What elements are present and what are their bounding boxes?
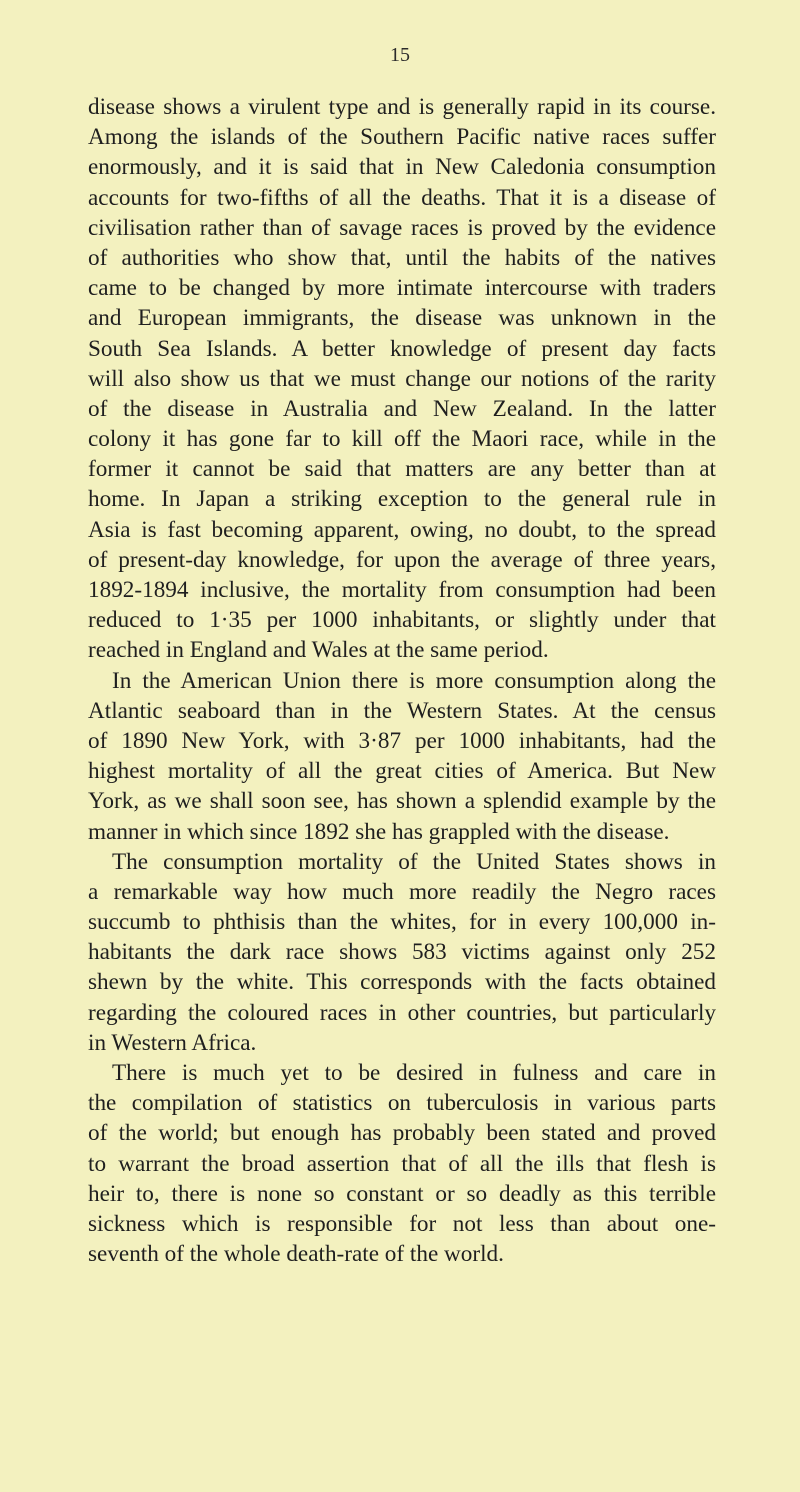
text-line: former it cannot be said that matters are any better than at <box>88 456 716 483</box>
text-line: of 1890 New York, with 3·87 per 1000 inhabitants, had the <box>88 727 716 754</box>
text-line: seventh of the whole death-rate of the world. <box>88 1241 504 1268</box>
text-line: 1892-1894 inclusive, the mortality from consumption had been <box>88 577 716 603</box>
body-text <box>88 92 716 1269</box>
text-line: civilisation rather than of savage races is proved by the evidence <box>88 214 716 241</box>
text-line: reduced to 1·35 per 1000 inhabitants, or slightly under that <box>88 607 716 634</box>
page-number: 15 <box>390 44 410 66</box>
text-line: of the disease in Australia and New Zealand. In the latter <box>88 395 716 422</box>
text-line: The consumption mortality of the United States shows in <box>112 848 716 875</box>
text-line: Atlantic seaboard than in the Western States. At the census <box>88 697 716 724</box>
text-line: of the world; but enough has probably been stated and proved <box>88 1120 716 1147</box>
text-line: South Sea Islands. A better knowledge of present day facts <box>88 335 716 362</box>
text-line: home. In Japan a striking exception to the general rule in <box>88 486 716 513</box>
text-line: heir to, there is none so constant or so deadly as this terrible <box>88 1180 716 1207</box>
text-line: of authorities who show that, until the habits of the natives <box>88 244 716 271</box>
text-line: of present-day knowledge, for upon the average of three years, <box>88 546 716 573</box>
text-line: disease shows a virulent type and is generally rapid in its course. <box>88 94 716 120</box>
text-line: the compilation of statistics on tuberculosis in various parts <box>88 1090 716 1117</box>
text-line: highest mortality of all the great cities of America. But New <box>88 758 716 785</box>
text-line: In the American Union there is more consumption along the <box>112 667 716 694</box>
text-line: There is much yet to be desired in fulness and care in <box>112 1060 716 1086</box>
text-line: and European immigrants, the disease was unknown in the <box>88 305 716 332</box>
text-line: sickness which is responsible for not less than about one- <box>88 1210 716 1237</box>
text-line: in Western Africa. <box>88 1029 257 1056</box>
text-line: enormously, and it is said that in New Caledonia consumption <box>88 154 716 181</box>
text-line: reached in England and Wales at the same period. <box>88 637 549 664</box>
text-line: Among the islands of the Southern Pacific native races suffer <box>88 124 716 151</box>
text-line: York, as we shall soon see, has shown a splendid example by the <box>88 788 716 815</box>
text-line: came to be changed by more intimate intercourse with traders <box>88 275 716 302</box>
text-line: accounts for two-fifths of all the deaths. That it is a disease of <box>88 184 716 211</box>
text-line: a remarkable way how much more readily the Negro races <box>88 878 716 905</box>
text-line: colony it has gone far to kill off the Maori race, while in the <box>88 426 716 453</box>
text-line: to warrant the broad assertion that of all the ills that flesh is <box>88 1150 716 1177</box>
text-line: manner in which since 1892 she has grappled with the disease. <box>88 818 670 845</box>
text-line: succumb to phthisis than the whites, for in every 100,000 in- <box>88 909 716 936</box>
text-line: habitants the dark race shows 583 victims against only 252 <box>88 939 716 966</box>
text-line: will also show us that we must change our notions of the rarity <box>88 365 716 392</box>
text-line: regarding the coloured races in other countries, but particularly <box>88 999 716 1026</box>
text-line: Asia is fast becoming apparent, owing, no doubt, to the spread <box>88 516 716 543</box>
text-line: shewn by the white. This corresponds with the facts obtained <box>88 969 716 996</box>
